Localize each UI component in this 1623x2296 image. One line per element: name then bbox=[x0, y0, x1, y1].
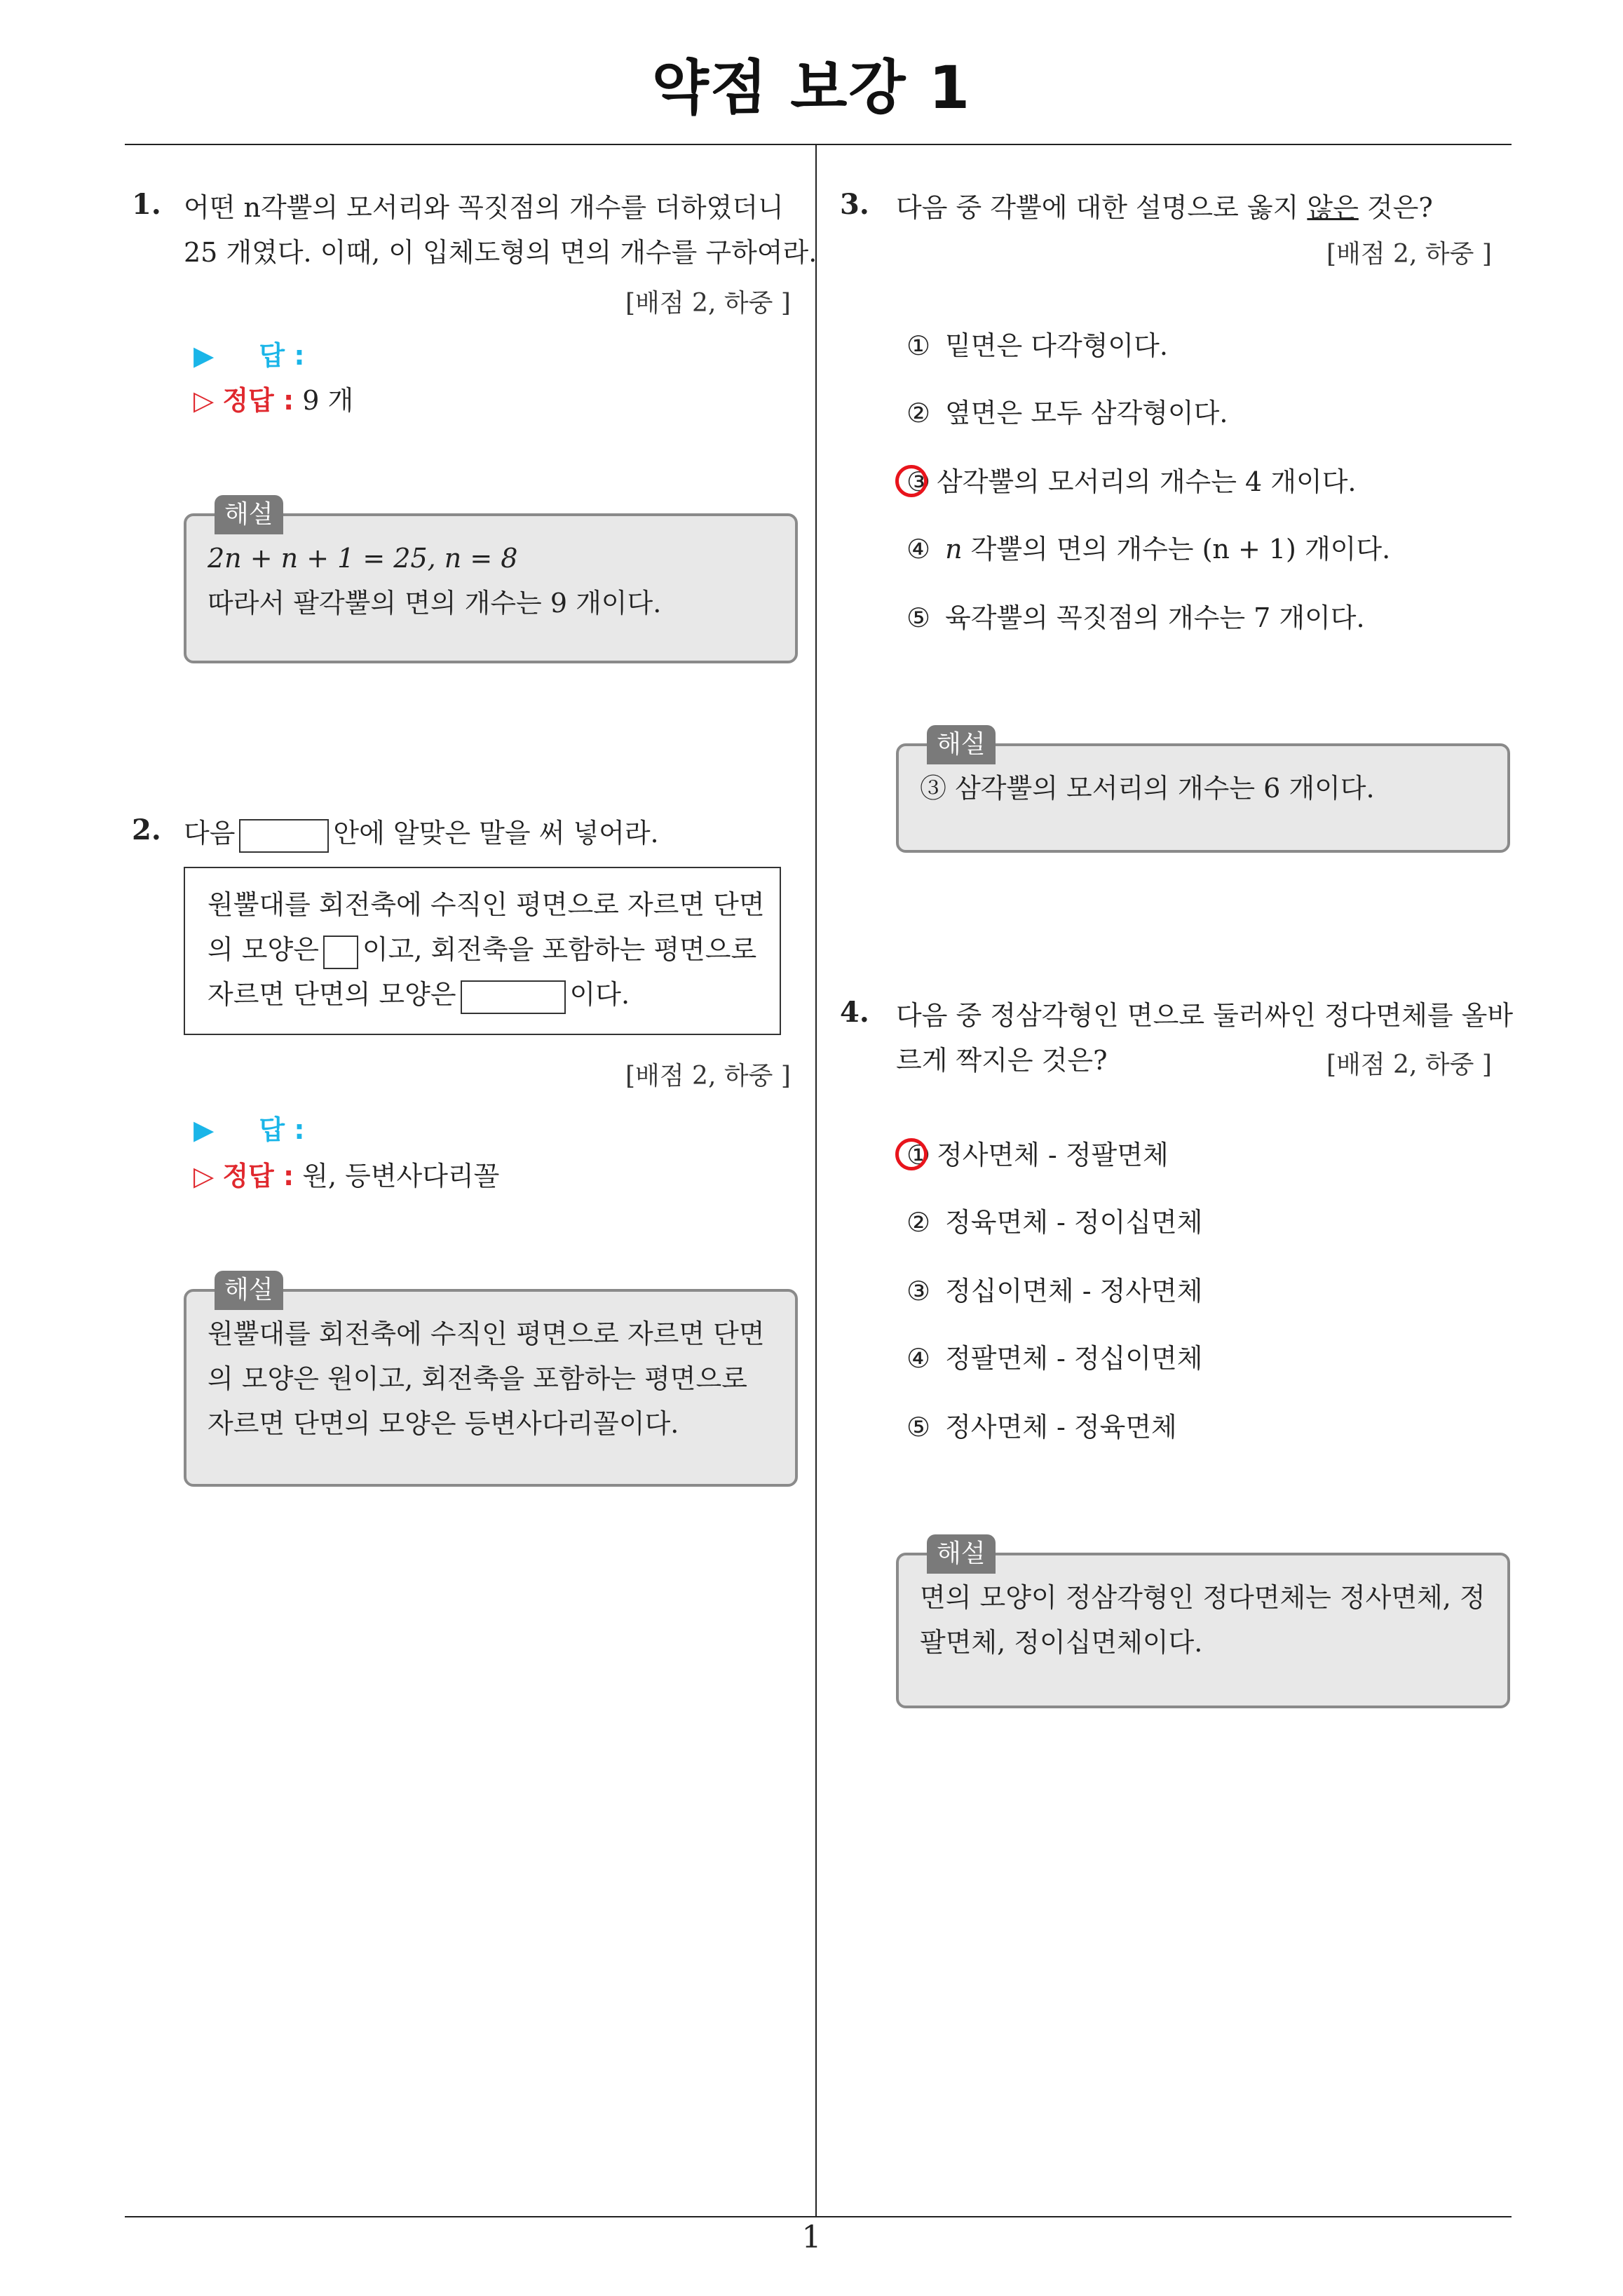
explanation-box bbox=[896, 730, 1510, 853]
choice-text: 정육면체 - 정이십면체 bbox=[945, 1207, 1203, 1238]
page-number: 1 bbox=[801, 2220, 822, 2255]
explanation-box bbox=[184, 1276, 798, 1487]
frame-line: 의 모양은 이고, 회전축을 포함하는 평면으로 bbox=[208, 927, 757, 972]
choice-5[interactable] bbox=[900, 596, 1365, 635]
explanation-line: 의 모양은 원이고, 회전축을 포함하는 평면으로 bbox=[208, 1363, 747, 1394]
fill-in-frame bbox=[184, 867, 781, 1035]
column-divider bbox=[815, 145, 817, 2217]
choice-text: 정사면체 - 정육면체 bbox=[945, 1412, 1177, 1443]
choice-5[interactable] bbox=[900, 1405, 1177, 1444]
math-variable: n bbox=[945, 534, 963, 565]
answer-label: 답 : bbox=[259, 1114, 305, 1145]
answer-row bbox=[193, 1108, 305, 1147]
choice-2[interactable] bbox=[900, 391, 1228, 430]
choice-text: 정십이면체 - 정사면체 bbox=[945, 1276, 1203, 1306]
answer-row bbox=[193, 334, 305, 372]
choice-mark: ⑤ bbox=[906, 602, 931, 633]
explanation-box bbox=[184, 500, 798, 663]
choice-text: 밑면은 다각형이다. bbox=[945, 330, 1168, 361]
correct-answer-row bbox=[193, 1154, 499, 1193]
choice-mark: ④ bbox=[906, 1343, 931, 1374]
correct-answer-value: 원, 등변사다리꼴 bbox=[302, 1161, 500, 1191]
choice-mark: ③ bbox=[906, 466, 931, 497]
blank-box bbox=[461, 980, 566, 1014]
question-number: 2. bbox=[132, 813, 161, 846]
choice-1[interactable] bbox=[900, 1133, 1169, 1172]
answer-label: 답 : bbox=[259, 340, 305, 371]
explanation-line: 팔면체, 정이십면체이다. bbox=[920, 1627, 1203, 1658]
question-text-line: 르게 짝지은 것은? bbox=[896, 1045, 1108, 1076]
points-label: [배점 2, 하중 ] bbox=[625, 1062, 791, 1090]
choice-text: 정사면체 - 정팔면체 bbox=[937, 1140, 1169, 1170]
question-stem: 다음 중 각뿔에 대한 설명으로 옳지 않은 것은? bbox=[896, 192, 1433, 223]
points-label: [배점 2, 하중 ] bbox=[625, 289, 791, 318]
choice-mark: ① bbox=[906, 330, 931, 361]
points-label: [배점 2, 하중 ] bbox=[1326, 240, 1492, 269]
question-stem bbox=[184, 811, 659, 856]
question-text-line: 다음 중 정삼각형인 면으로 둘러싸인 정다면체를 올바 bbox=[896, 1000, 1514, 1031]
correct-answer-label: 정답 : bbox=[222, 1161, 294, 1191]
choice-text: 정팔면체 - 정십이면체 bbox=[945, 1343, 1203, 1374]
right-triangle-filled-icon: ▶ bbox=[193, 1114, 215, 1145]
choice-4[interactable] bbox=[900, 527, 1390, 566]
explanation-line: 자르면 단면의 모양은 등변사다리꼴이다. bbox=[208, 1408, 679, 1439]
explanation-line: 원뿔대를 회전축에 수직인 평면으로 자르면 단면 bbox=[208, 1318, 765, 1349]
explanation-tag: 해설 bbox=[215, 495, 283, 534]
choice-mark: ① bbox=[906, 1140, 931, 1170]
explanation-line: 면의 모양이 정삼각형인 정다면체는 정사면체, 정 bbox=[920, 1582, 1486, 1613]
choice-text: 각뿔의 면의 개수는 (n + 1) 개이다. bbox=[970, 534, 1391, 565]
top-rule bbox=[125, 144, 1512, 145]
choice-mark: ③ bbox=[906, 1276, 931, 1306]
choice-4[interactable] bbox=[900, 1337, 1202, 1375]
choice-1[interactable] bbox=[900, 324, 1168, 363]
explanation-line: 2n + n + 1 = 25, n = 8 bbox=[208, 543, 518, 574]
emphasis-underline: 않은 bbox=[1307, 192, 1359, 223]
correct-answer-value: 9 개 bbox=[302, 385, 354, 416]
blank-box bbox=[323, 936, 358, 969]
correct-answer-label: 정답 : bbox=[222, 385, 294, 416]
blank-box bbox=[239, 819, 329, 853]
choice-text: 육각뿔의 꼭짓점의 개수는 7 개이다. bbox=[945, 602, 1365, 633]
selected-circle-icon bbox=[895, 1138, 928, 1170]
choice-3[interactable] bbox=[900, 460, 1357, 499]
choice-3[interactable] bbox=[900, 1269, 1202, 1308]
question-number: 1. bbox=[132, 188, 161, 221]
explanation-line: ③ 삼각뿔의 모서리의 개수는 6 개이다. bbox=[920, 773, 1375, 804]
question-text-line: 어떤 n각뿔의 모서리와 꼭짓점의 개수를 더하였더니 bbox=[184, 192, 784, 223]
choice-mark: ② bbox=[906, 398, 931, 428]
frame-line: 자르면 단면의 모양은 이다. bbox=[208, 972, 757, 1017]
points-label: [배점 2, 하중 ] bbox=[1326, 1051, 1492, 1079]
choice-mark: ② bbox=[906, 1207, 931, 1238]
question-text: 안에 알맞은 말을 써 넣어라. bbox=[333, 818, 659, 849]
question-number: 3. bbox=[840, 188, 869, 221]
question-text: 다음 bbox=[184, 818, 236, 849]
choice-mark: ⑤ bbox=[906, 1412, 931, 1443]
explanation-line: 따라서 팔각뿔의 면의 개수는 9 개이다. bbox=[208, 588, 662, 619]
choice-text: 삼각뿔의 모서리의 개수는 4 개이다. bbox=[937, 466, 1357, 497]
explanation-tag: 해설 bbox=[215, 1271, 283, 1310]
choice-text: 옆면은 모두 삼각형이다. bbox=[945, 398, 1228, 428]
question-number: 4. bbox=[840, 996, 869, 1029]
explanation-tag: 해설 bbox=[927, 725, 996, 764]
choice-mark: ④ bbox=[906, 534, 931, 565]
right-triangle-outline-icon: ▷ bbox=[193, 385, 215, 416]
page-title: 약점 보강 1 bbox=[651, 53, 972, 122]
question-text-line: 25 개였다. 이때, 이 입체도형의 면의 개수를 구하여라. bbox=[184, 237, 817, 268]
explanation-tag: 해설 bbox=[927, 1534, 996, 1574]
bottom-rule bbox=[125, 2216, 1512, 2217]
right-triangle-filled-icon: ▶ bbox=[193, 340, 215, 371]
explanation-box bbox=[896, 1539, 1510, 1708]
right-triangle-outline-icon: ▷ bbox=[193, 1161, 215, 1191]
frame-line: 원뿔대를 회전축에 수직인 평면으로 자르면 단면 bbox=[208, 889, 765, 920]
selected-circle-icon bbox=[895, 465, 928, 497]
choice-2[interactable] bbox=[900, 1201, 1202, 1239]
correct-answer-row bbox=[193, 379, 353, 417]
